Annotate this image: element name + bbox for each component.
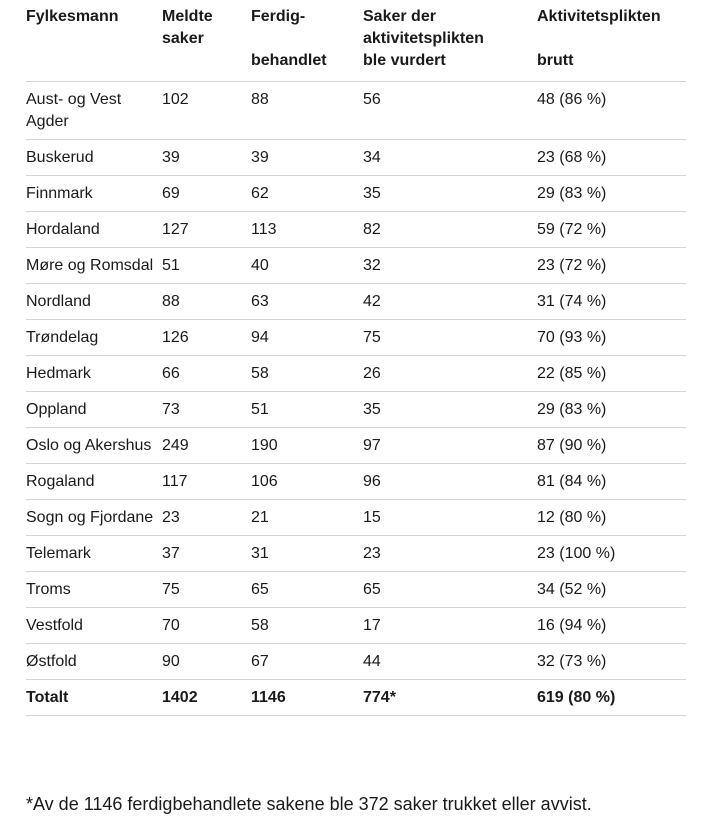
cell-county: Møre og Romsdal <box>26 248 162 284</box>
cell-completed: 31 <box>251 536 363 572</box>
table-row <box>26 212 686 248</box>
cell-reported: 23 <box>162 500 251 536</box>
cell-completed: 113 <box>251 212 363 248</box>
total-assessed: 774* <box>363 680 537 716</box>
table-row <box>26 428 686 464</box>
table-row <box>26 248 686 284</box>
cell-completed: 62 <box>251 176 363 212</box>
cell-assessed: 65 <box>363 572 537 608</box>
cell-assessed: 23 <box>363 536 537 572</box>
table-row <box>26 572 686 608</box>
cell-completed: 106 <box>251 464 363 500</box>
cell-completed: 67 <box>251 644 363 680</box>
cell-reported: 66 <box>162 356 251 392</box>
cell-reported: 51 <box>162 248 251 284</box>
cell-completed: 58 <box>251 608 363 644</box>
total-label: Totalt <box>26 680 162 716</box>
cell-completed: 39 <box>251 140 363 176</box>
cell-county: Oslo og Akershus <box>26 428 162 464</box>
cell-breached: 29 (83 %) <box>537 176 686 212</box>
cell-county: Trøndelag <box>26 320 162 356</box>
table-row <box>26 82 686 140</box>
cell-county: Nordland <box>26 284 162 320</box>
total-reported: 1402 <box>162 680 251 716</box>
cell-breached: 16 (94 %) <box>537 608 686 644</box>
cell-county: Sogn og Fjordane <box>26 500 162 536</box>
cell-reported: 88 <box>162 284 251 320</box>
cell-reported: 249 <box>162 428 251 464</box>
cell-completed: 65 <box>251 572 363 608</box>
cell-breached: 59 (72 %) <box>537 212 686 248</box>
table-row <box>26 284 686 320</box>
cell-county: Oppland <box>26 392 162 428</box>
cell-breached: 22 (85 %) <box>537 356 686 392</box>
table-row <box>26 392 686 428</box>
table-row <box>26 176 686 212</box>
cases-table <box>26 6 686 716</box>
cell-reported: 127 <box>162 212 251 248</box>
cell-reported: 37 <box>162 536 251 572</box>
cell-completed: 190 <box>251 428 363 464</box>
table-row <box>26 608 686 644</box>
cell-completed: 88 <box>251 82 363 140</box>
cell-breached: 81 (84 %) <box>537 464 686 500</box>
table-row <box>26 536 686 572</box>
cell-breached: 48 (86 %) <box>537 82 686 140</box>
cell-county: Aust- og Vest Agder <box>26 82 162 140</box>
total-row <box>26 680 686 716</box>
cell-assessed: 44 <box>363 644 537 680</box>
header-row <box>26 6 686 82</box>
cell-completed: 58 <box>251 356 363 392</box>
cell-assessed: 15 <box>363 500 537 536</box>
cell-completed: 21 <box>251 500 363 536</box>
table-row <box>26 500 686 536</box>
cell-county: Østfold <box>26 644 162 680</box>
cell-breached: 23 (68 %) <box>537 140 686 176</box>
cell-county: Hedmark <box>26 356 162 392</box>
cell-breached: 87 (90 %) <box>537 428 686 464</box>
cell-county: Buskerud <box>26 140 162 176</box>
cell-assessed: 82 <box>363 212 537 248</box>
total-breached: 619 (80 %) <box>537 680 686 716</box>
header-county: Fylkesmann <box>26 6 162 82</box>
cell-reported: 102 <box>162 82 251 140</box>
footnote: *Av de 1146 ferdigbehandlete sakene ble 372 saker trukket eller avvist. <box>26 794 592 814</box>
cell-reported: 126 <box>162 320 251 356</box>
cell-breached: 32 (73 %) <box>537 644 686 680</box>
cell-breached: 12 (80 %) <box>537 500 686 536</box>
table-row <box>26 356 686 392</box>
cell-assessed: 35 <box>363 392 537 428</box>
cell-assessed: 26 <box>363 356 537 392</box>
header-breached: Aktivitetsplikten brutt <box>537 6 686 82</box>
table-body <box>26 82 686 680</box>
cell-completed: 40 <box>251 248 363 284</box>
cell-reported: 39 <box>162 140 251 176</box>
cell-assessed: 96 <box>363 464 537 500</box>
cell-assessed: 97 <box>363 428 537 464</box>
cell-assessed: 17 <box>363 608 537 644</box>
cell-breached: 29 (83 %) <box>537 392 686 428</box>
cell-reported: 70 <box>162 608 251 644</box>
cell-assessed: 42 <box>363 284 537 320</box>
cell-county: Troms <box>26 572 162 608</box>
cell-county: Hordaland <box>26 212 162 248</box>
cell-reported: 73 <box>162 392 251 428</box>
cell-breached: 23 (72 %) <box>537 248 686 284</box>
total-completed: 1146 <box>251 680 363 716</box>
cell-assessed: 56 <box>363 82 537 140</box>
cell-reported: 117 <box>162 464 251 500</box>
cell-breached: 70 (93 %) <box>537 320 686 356</box>
header-assessed: Saker der aktivitetsplikten ble vurdert <box>363 6 537 82</box>
cell-reported: 69 <box>162 176 251 212</box>
cell-completed: 94 <box>251 320 363 356</box>
cell-assessed: 35 <box>363 176 537 212</box>
cell-county: Vestfold <box>26 608 162 644</box>
table-row <box>26 464 686 500</box>
cell-county: Finnmark <box>26 176 162 212</box>
cell-completed: 63 <box>251 284 363 320</box>
header-reported: Meldte saker <box>162 6 251 82</box>
cell-assessed: 75 <box>363 320 537 356</box>
cell-completed: 51 <box>251 392 363 428</box>
cell-county: Telemark <box>26 536 162 572</box>
cell-assessed: 34 <box>363 140 537 176</box>
cell-reported: 90 <box>162 644 251 680</box>
cell-breached: 31 (74 %) <box>537 284 686 320</box>
cell-breached: 23 (100 %) <box>537 536 686 572</box>
cell-county: Rogaland <box>26 464 162 500</box>
table-row <box>26 140 686 176</box>
cell-breached: 34 (52 %) <box>537 572 686 608</box>
header-completed: Ferdig- behandlet <box>251 6 363 82</box>
cell-reported: 75 <box>162 572 251 608</box>
table-row <box>26 644 686 680</box>
table-row <box>26 320 686 356</box>
cell-assessed: 32 <box>363 248 537 284</box>
